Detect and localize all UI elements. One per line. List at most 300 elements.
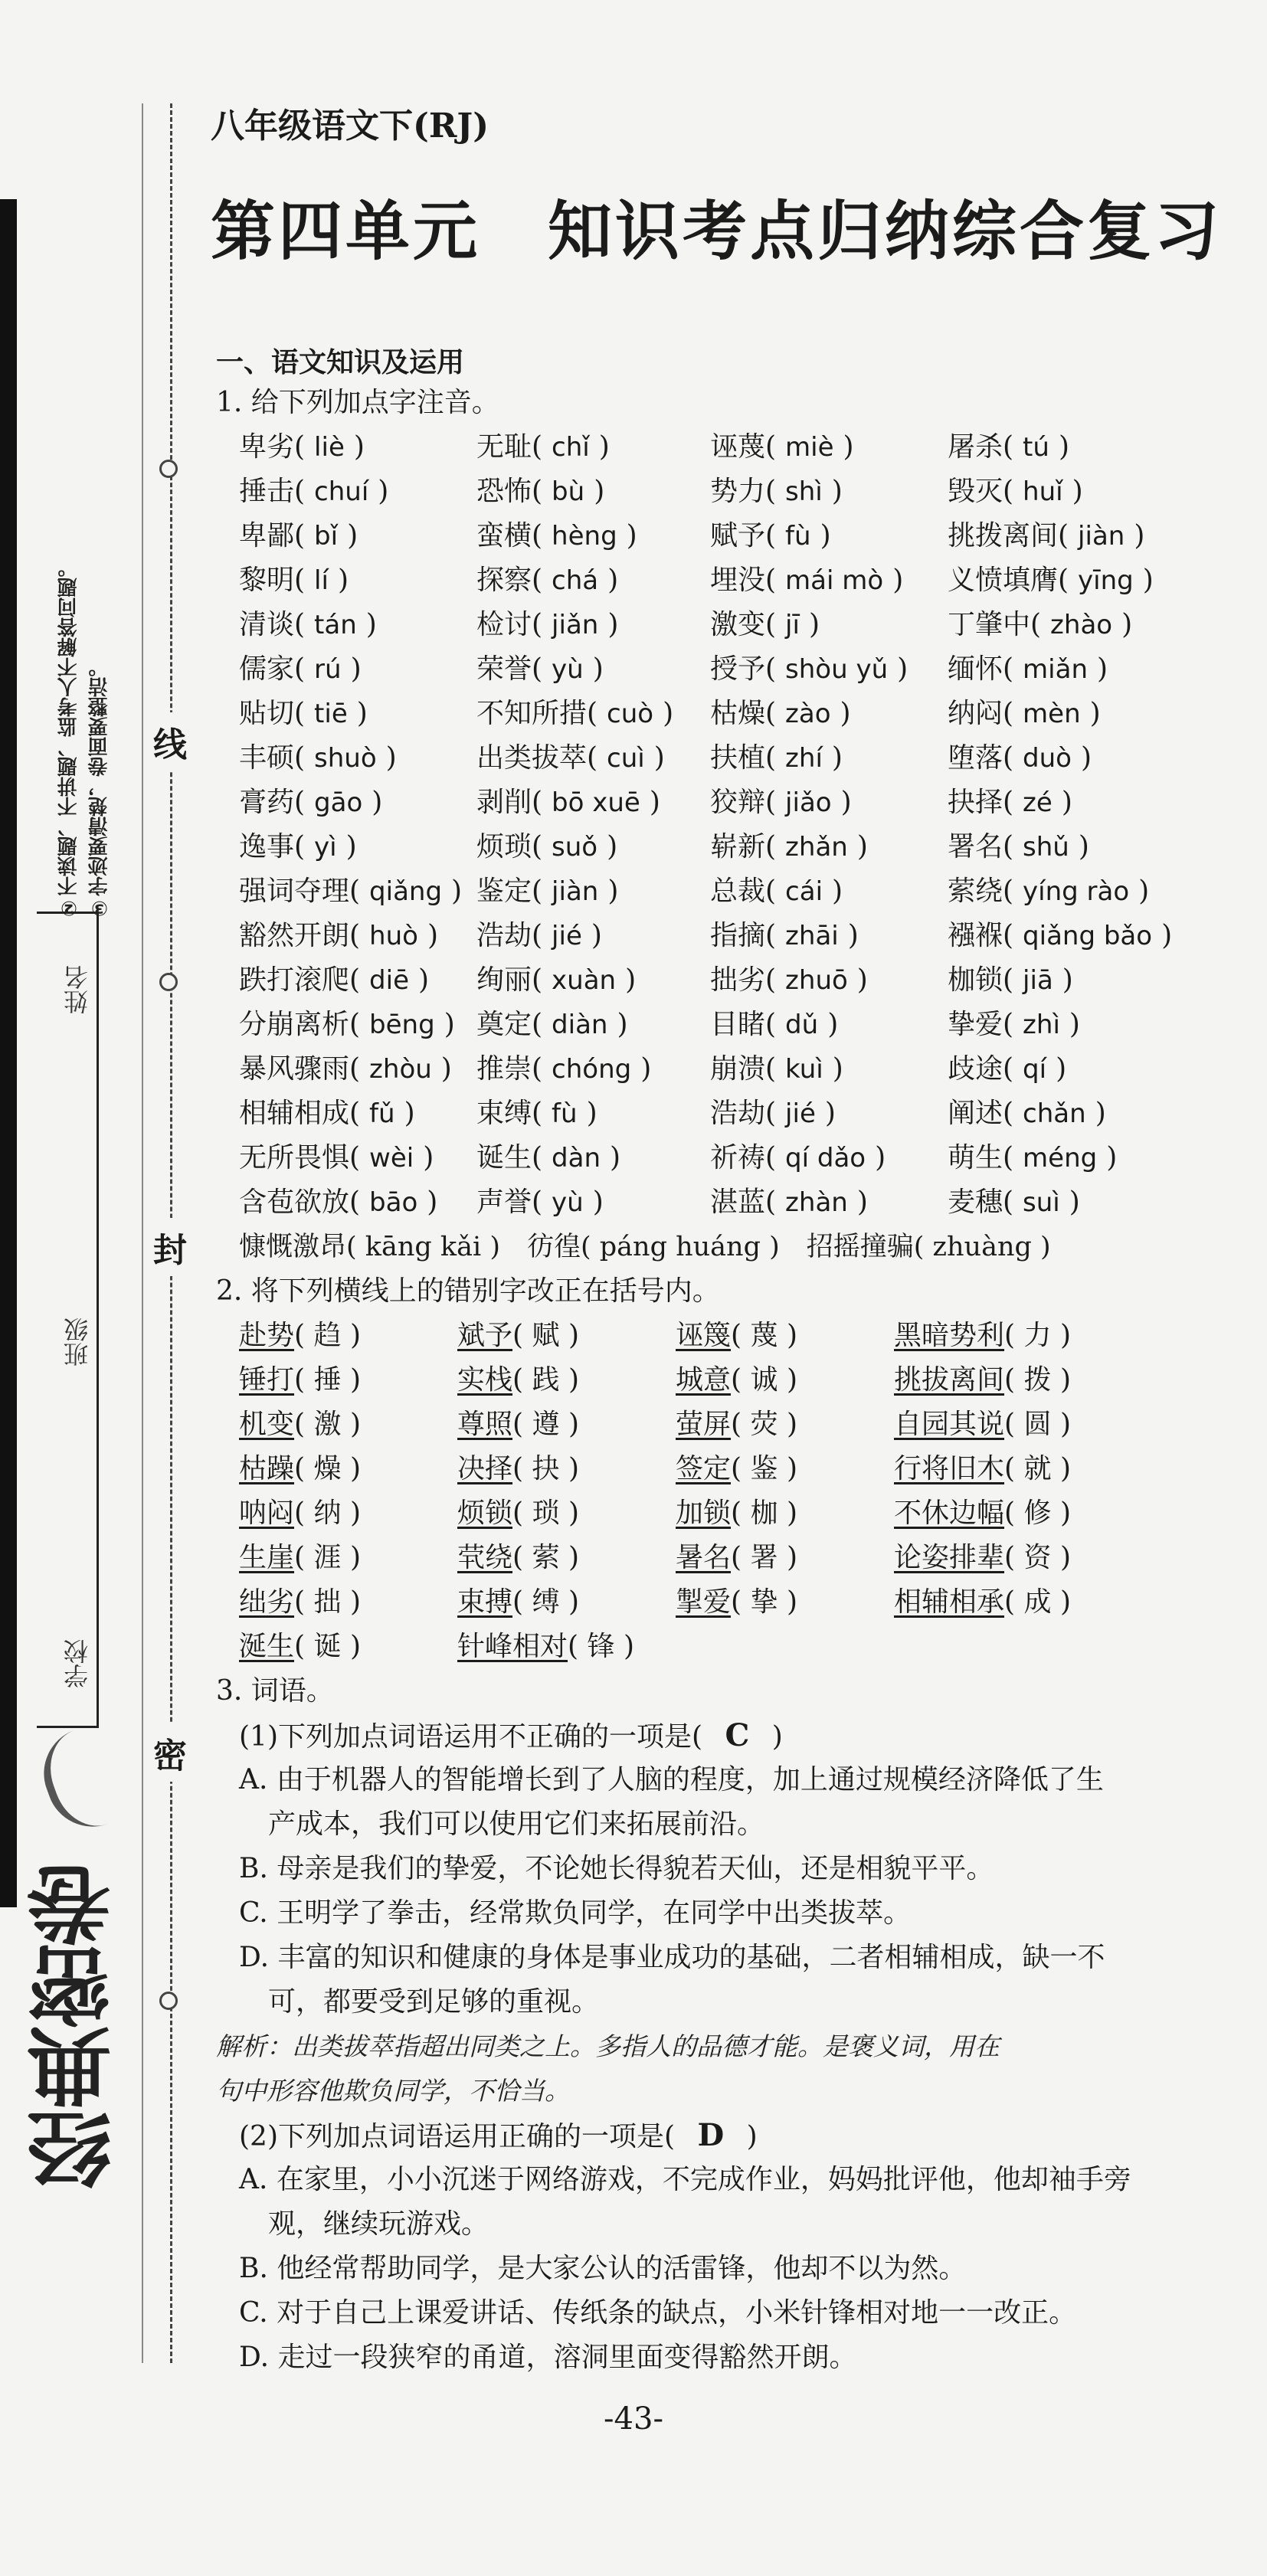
option-line: A. 在家里，小小沉迷于网络游戏，不完成作业，妈妈批评他，他却袖手旁 <box>239 2164 1131 2195</box>
pinyin-answer: chǐ <box>552 432 590 463</box>
close-paren: ) <box>592 653 604 685</box>
option-line: 可，都要受到足够的重视。 <box>268 1986 600 2018</box>
pinyin-item <box>239 470 476 514</box>
word: 奠定( <box>476 1009 543 1040</box>
word: 义愤填膺( <box>948 565 1069 596</box>
pinyin-item <box>476 647 710 692</box>
word: 浩劫( <box>476 920 543 951</box>
close-paren: ) <box>617 1009 628 1040</box>
pinyin-item <box>710 1180 948 1225</box>
word: 分崩离析( <box>239 1009 361 1040</box>
word: 拙劣( <box>710 964 777 996</box>
wrong-word: 城意 <box>676 1364 732 1396</box>
pinyin-item <box>476 425 710 470</box>
option-line: D. 走过一段狭窄的甬道，溶洞里面变得豁然开朗。 <box>239 2342 857 2373</box>
correction-item <box>457 1447 676 1491</box>
correction-answer: ( 挚 ) <box>731 1586 797 1618</box>
close-paren: ) <box>1121 609 1133 640</box>
word: 赋予( <box>710 520 777 552</box>
pinyin-answer: zhì <box>1023 1010 1060 1040</box>
word: 儒家( <box>239 653 306 685</box>
close-paren: ) <box>404 1098 415 1129</box>
pinyin-answer: zé <box>1023 787 1053 818</box>
close-paren: ) <box>1058 431 1069 463</box>
close-paren: ) <box>875 1142 886 1173</box>
pinyin-answer: lí <box>314 565 329 596</box>
pinyin-item <box>710 692 948 736</box>
correction-answer: ( 涯 ) <box>294 1542 361 1573</box>
wrong-word: 斌予 <box>457 1320 513 1351</box>
correction-item <box>239 1536 457 1580</box>
wrong-word: 枯躁 <box>239 1453 295 1484</box>
word: 萌生( <box>948 1142 1014 1173</box>
pinyin-answer: bō xuē <box>552 787 640 818</box>
word: 卑劣( <box>239 431 306 463</box>
pinyin-answer: zhào <box>1050 610 1113 640</box>
pinyin-answer: chǎn <box>1023 1098 1086 1129</box>
pinyin-answer: chóng <box>552 1054 632 1085</box>
pinyin-item <box>710 603 948 647</box>
pinyin-answer: yíng rào <box>1023 876 1130 907</box>
close-paren: ) <box>847 920 859 951</box>
close-paren: ) <box>1097 653 1108 685</box>
wrong-word: 锤打 <box>239 1364 295 1396</box>
wrong-word: 挑拔离间 <box>894 1364 1005 1396</box>
pinyin-answer: dàn <box>552 1143 601 1173</box>
pinyin-answer: jié <box>552 921 582 951</box>
cut-circle-icon <box>159 1992 178 2010</box>
correction-item <box>894 1358 1200 1403</box>
pinyin-item <box>476 514 710 558</box>
pinyin-answer: zhāi <box>785 921 839 951</box>
pinyin-answer: dǔ <box>785 1010 819 1040</box>
pinyin-answer: yīng <box>1078 565 1134 596</box>
question-3-1-stem <box>239 1714 1235 1758</box>
pinyin-answer: suǒ <box>552 832 598 862</box>
question-1-prompt: 1. 给下列加点字注音。 <box>216 387 499 418</box>
word: 贴切( <box>239 698 306 729</box>
close-paren: ) <box>820 520 831 552</box>
correction-answer: ( 拨 ) <box>1004 1364 1071 1396</box>
pinyin-item <box>710 781 948 825</box>
word: 堕落( <box>948 742 1014 774</box>
correction-item <box>457 1491 676 1536</box>
word: 襁褓( <box>948 920 1014 951</box>
word: 狡辩( <box>710 787 777 818</box>
wrong-word: 尊照 <box>457 1409 513 1440</box>
word: 总裁( <box>710 876 777 907</box>
wrong-word: 茕绕 <box>457 1542 513 1573</box>
analysis-line: 解析：出类拔萃指超出同类之上。多指人的品德才能。是褒义词，用在 <box>216 2031 1000 2061</box>
cut-circle-icon <box>159 460 178 478</box>
pinyin-answer: tán <box>314 610 357 640</box>
word: 埋没( <box>710 565 777 596</box>
close-paren: ) <box>591 920 602 951</box>
correction-answer: ( 署 ) <box>731 1542 797 1573</box>
correction-grid <box>239 1314 1235 1669</box>
pinyin-answer: jiàn <box>1078 521 1125 552</box>
pinyin-item <box>476 736 710 781</box>
pinyin-item <box>476 470 710 514</box>
close-paren: ) <box>649 787 660 818</box>
word: 推崇( <box>476 1053 543 1085</box>
correction-answer: ( 趋 ) <box>294 1320 361 1351</box>
word: 屠杀( <box>948 431 1014 463</box>
pinyin-answer: jī <box>785 610 800 640</box>
pinyin-item <box>710 514 948 558</box>
close-paren: ) <box>1069 1009 1080 1040</box>
pinyin-answer: zhòu <box>369 1054 432 1085</box>
correction-item <box>457 1403 676 1447</box>
word: 丁肇中( <box>948 609 1042 640</box>
word: 崭新( <box>710 831 777 862</box>
close-paren: ) <box>1062 964 1073 996</box>
correction-item <box>457 1536 676 1580</box>
correction-answer: ( 抉 ) <box>512 1453 579 1484</box>
pinyin-item <box>948 825 1258 869</box>
correction-answer: ( 就 ) <box>1004 1453 1071 1484</box>
word: 势力( <box>710 476 777 507</box>
close-paren: ) <box>827 1009 839 1040</box>
close-paren: ) <box>840 698 851 729</box>
correction-item <box>239 1491 457 1536</box>
stem-close: ) <box>746 2121 758 2152</box>
correction-item <box>239 1358 457 1403</box>
pinyin-item <box>476 1047 710 1092</box>
correction-item <box>676 1580 894 1625</box>
word: 挑拨离间( <box>948 520 1069 552</box>
close-paren: ) <box>607 609 619 640</box>
wrong-word: 诬篾 <box>676 1320 732 1351</box>
word: 浩劫( <box>710 1098 777 1129</box>
pinyin-answer: jiǎn <box>552 610 599 640</box>
close-paren: ) <box>892 565 904 596</box>
question-3-prompt: 3. 词语。 <box>216 1675 334 1707</box>
close-paren: ) <box>1134 520 1145 552</box>
pinyin-answer: fǔ <box>369 1098 395 1129</box>
correction-answer: ( 激 ) <box>294 1409 361 1440</box>
close-paren: ) <box>856 831 868 862</box>
word: 目睹( <box>710 1009 777 1040</box>
word: 束缚( <box>476 1098 543 1129</box>
close-paren: ) <box>607 565 619 596</box>
grade-label: 八年级语文下(RJ) <box>211 106 489 146</box>
correction-answer: ( 遵 ) <box>512 1409 579 1440</box>
close-paren: ) <box>594 476 605 507</box>
close-paren: ) <box>337 565 349 596</box>
close-paren: ) <box>347 520 358 552</box>
pinyin-item <box>476 692 710 736</box>
close-paren: ) <box>856 1187 868 1218</box>
question-2-prompt: 2. 将下列横线上的错别字改正在括号内。 <box>216 1275 720 1307</box>
pinyin-answer: wèi <box>369 1143 414 1173</box>
close-paren: ) <box>1095 1098 1106 1129</box>
word: 无耻( <box>476 431 543 463</box>
pinyin-item <box>948 736 1258 781</box>
close-paren: ) <box>345 831 357 862</box>
option-line: C. 对于自己上课爱讲话、传纸条的缺点，小米针锋相对地一一改正。 <box>239 2297 1077 2329</box>
pinyin-item <box>476 1003 710 1047</box>
margin-rule <box>142 103 143 2363</box>
pinyin-last-line: 慷慨激昂( kāng kǎi ) 彷徨( páng huáng ) 招摇撞骗( zhuàng ) <box>239 1232 1051 1262</box>
pinyin-item <box>948 1047 1258 1092</box>
word: 不知所措( <box>476 698 598 729</box>
wrong-word: 绌劣 <box>239 1586 295 1618</box>
pinyin-answer: cuò <box>607 699 654 729</box>
close-paren: ) <box>356 698 368 729</box>
pinyin-answer: liè <box>314 432 345 463</box>
pinyin-item <box>476 781 710 825</box>
correction-answer: ( 资 ) <box>1004 1542 1071 1573</box>
word: 声誉( <box>476 1187 543 1218</box>
correction-item <box>676 1491 894 1536</box>
correction-answer: ( 缚 ) <box>512 1586 579 1618</box>
option-line: 产成本，我们可以使用它们来拓展前沿。 <box>268 1808 765 1840</box>
word: 诞生( <box>476 1142 543 1173</box>
word: 暴风骤雨( <box>239 1053 361 1085</box>
pinyin-item <box>239 958 476 1003</box>
pinyin-item <box>948 914 1258 958</box>
word: 捶击( <box>239 476 306 507</box>
pinyin-answer: hèng <box>552 521 617 552</box>
correction-item <box>894 1491 1200 1536</box>
pinyin-answer: miè <box>785 432 834 463</box>
pinyin-answer: fù <box>552 1098 578 1129</box>
wrong-word: 行将旧木 <box>894 1453 1005 1484</box>
wrong-word: 签定 <box>676 1453 732 1484</box>
word: 丰硕( <box>239 742 306 774</box>
wrong-word: 决择 <box>457 1453 513 1484</box>
pinyin-answer: miǎn <box>1023 654 1088 685</box>
close-paren: ) <box>610 1142 621 1173</box>
close-paren: ) <box>1061 787 1072 818</box>
wrong-word: 机变 <box>239 1409 295 1440</box>
word: 祈祷( <box>710 1142 777 1173</box>
close-paren: ) <box>607 831 618 862</box>
word: 湛蓝( <box>710 1187 777 1218</box>
close-paren: ) <box>372 787 383 818</box>
correction-item <box>239 1314 457 1358</box>
pinyin-item <box>476 825 710 869</box>
word: 荣誉( <box>476 653 543 685</box>
cut-label-seal: 封 <box>153 1218 187 1276</box>
close-paren: ) <box>427 920 438 951</box>
word: 探察( <box>476 565 543 596</box>
pinyin-item <box>948 558 1258 603</box>
correction-item <box>239 1580 457 1625</box>
correction-item <box>676 1447 894 1491</box>
close-paren: ) <box>423 1142 434 1173</box>
option-line: C. 王明学了拳击，经常欺负同学，在同学中出类拔萃。 <box>239 1897 912 1929</box>
answer-mark: C <box>725 1717 750 1753</box>
wrong-word: 涎生 <box>239 1631 295 1662</box>
pinyin-answer: tiē <box>314 699 348 729</box>
word: 扶植( <box>710 742 777 774</box>
pinyin-answer: kuì <box>785 1054 823 1085</box>
pinyin-answer: bù <box>552 476 585 507</box>
pinyin-answer: huò <box>369 921 418 951</box>
pinyin-answer: duò <box>1023 743 1072 774</box>
close-paren: ) <box>353 431 365 463</box>
word: 歧途( <box>948 1053 1014 1085</box>
pinyin-answer: mái mò <box>785 565 884 596</box>
stem-close: ) <box>771 1721 783 1753</box>
close-paren: ) <box>1069 1187 1080 1218</box>
pinyin-item <box>239 558 476 603</box>
pinyin-answer: shòu yǔ <box>785 654 889 685</box>
stem-text: (2)下列加点词语运用正确的一项是( <box>239 2121 676 2152</box>
word: 清谈( <box>239 609 306 640</box>
wrong-word: 萤屏 <box>676 1409 732 1440</box>
pinyin-answer: mèn <box>1023 699 1081 729</box>
close-paren: ) <box>378 476 389 507</box>
correction-item <box>457 1358 676 1403</box>
pinyin-item <box>239 603 476 647</box>
question-3-2-stem <box>239 2113 1235 2158</box>
close-paren: ) <box>824 1098 836 1129</box>
option-line: D. 丰富的知识和健康的身体是事业成功的基础，二者相辅相成，缺一不 <box>239 1942 1105 1973</box>
pinyin-grid <box>239 425 1235 1225</box>
wrong-word: 赴势 <box>239 1320 295 1351</box>
wrong-word: 实栈 <box>457 1364 513 1396</box>
wrong-word: 针峰相对 <box>457 1631 568 1662</box>
wrong-word: 暑名 <box>676 1542 732 1573</box>
wrong-word: 相辅相承 <box>894 1586 1005 1618</box>
close-paren: ) <box>1080 742 1092 774</box>
page-title: 第四单元 知识考点归纳综合复习 <box>211 193 1223 269</box>
close-paren: ) <box>625 964 637 996</box>
word: 无所畏惧( <box>239 1142 361 1173</box>
brand-logo: 经典密卷 <box>26 1866 125 2191</box>
word: 绚丽( <box>476 964 543 996</box>
pinyin-answer: rú <box>314 654 342 685</box>
close-paren: ) <box>1078 831 1089 862</box>
wrong-word: 呐闷 <box>239 1497 295 1529</box>
pinyin-answer: tú <box>1023 432 1049 463</box>
pinyin-answer: zhàn <box>785 1187 848 1218</box>
correction-item <box>239 1447 457 1491</box>
word: 检讨( <box>476 609 543 640</box>
close-paren: ) <box>440 1053 452 1085</box>
pinyin-item <box>710 1136 948 1180</box>
pinyin-item <box>948 425 1258 470</box>
word: 萦绕( <box>948 876 1014 907</box>
school-field-label: 学校 <box>63 1639 92 1688</box>
pinyin-answer: cuì <box>607 743 645 774</box>
pinyin-answer: yù <box>552 654 584 685</box>
close-paren: ) <box>843 431 854 463</box>
pinyin-item <box>476 1136 710 1180</box>
word: 鉴定( <box>476 876 543 907</box>
pinyin-item <box>948 1180 1258 1225</box>
word: 激变( <box>710 609 777 640</box>
word: 含苞欲放( <box>239 1187 361 1218</box>
word: 烦琐( <box>476 831 543 862</box>
option-line: B. 他经常帮助同学，是大家公认的活雷锋，他却不以为然。 <box>239 2253 967 2284</box>
close-paren: ) <box>856 964 868 996</box>
wrong-word: 不休边幅 <box>894 1497 1005 1529</box>
correction-answer: ( 锋 ) <box>568 1631 634 1662</box>
word: 缅怀( <box>948 653 1014 685</box>
pinyin-item <box>476 869 710 914</box>
wrong-word: 束搏 <box>457 1586 513 1618</box>
word: 枷锁( <box>948 964 1014 996</box>
close-paren: ) <box>444 1009 455 1040</box>
correction-item <box>239 1625 457 1669</box>
correction-item <box>676 1314 894 1358</box>
margin-notes <box>54 429 146 919</box>
correction-answer: ( 燥 ) <box>294 1453 361 1484</box>
pinyin-answer: jiàn <box>552 876 599 907</box>
correction-answer: ( 琐 ) <box>512 1497 579 1529</box>
word: 相辅相成( <box>239 1098 361 1129</box>
pinyin-item <box>239 1003 476 1047</box>
pinyin-item <box>239 425 476 470</box>
close-paren: ) <box>592 1187 604 1218</box>
word: 毁灭( <box>948 476 1014 507</box>
pinyin-item <box>948 470 1258 514</box>
close-paren: ) <box>350 653 362 685</box>
pinyin-item <box>476 603 710 647</box>
correction-answer: ( 践 ) <box>512 1364 579 1396</box>
close-paren: ) <box>640 1053 652 1085</box>
pinyin-answer: zhí <box>785 743 823 774</box>
pinyin-answer: qí <box>1023 1054 1047 1085</box>
close-paren: ) <box>1089 698 1101 729</box>
page-number: -43- <box>604 2401 663 2437</box>
close-paren: ) <box>385 742 397 774</box>
pinyin-answer: qiǎng bǎo <box>1023 921 1153 951</box>
option-line: 观，继续玩游戏。 <box>268 2208 489 2240</box>
correction-item <box>676 1403 894 1447</box>
pinyin-item <box>710 736 948 781</box>
word: 豁然开朗( <box>239 920 361 951</box>
word: 恐怖( <box>476 476 543 507</box>
word: 授予( <box>710 653 777 685</box>
pinyin-answer: diē <box>369 965 409 996</box>
pinyin-item <box>476 558 710 603</box>
pinyin-item <box>948 514 1258 558</box>
correction-answer: ( 枷 ) <box>731 1497 797 1529</box>
pinyin-item <box>710 425 948 470</box>
correction-answer: ( 圆 ) <box>1004 1409 1071 1440</box>
close-paren: ) <box>653 742 665 774</box>
word: 阐述( <box>948 1098 1014 1129</box>
word: 挚爱( <box>948 1009 1014 1040</box>
pinyin-item <box>948 603 1258 647</box>
word: 指摘( <box>710 920 777 951</box>
close-paren: ) <box>451 876 463 907</box>
close-paren: ) <box>418 964 430 996</box>
correction-item <box>239 1403 457 1447</box>
correction-answer: ( 修 ) <box>1004 1497 1071 1529</box>
wrong-word: 掣爱 <box>676 1586 732 1618</box>
pinyin-item <box>710 825 948 869</box>
word: 跌打滚爬( <box>239 964 361 996</box>
pinyin-answer: huǐ <box>1023 476 1063 507</box>
pinyin-item <box>239 1180 476 1225</box>
close-paren: ) <box>1056 1053 1067 1085</box>
pinyin-item <box>239 825 476 869</box>
pinyin-answer: chuí <box>314 476 369 507</box>
pinyin-answer: bēng <box>369 1010 435 1040</box>
option-line: B. 母亲是我们的挚爱，不论她长得貌若天仙，还是相貌平平。 <box>239 1853 994 1884</box>
close-paren: ) <box>832 1053 843 1085</box>
pinyin-answer: diàn <box>552 1010 608 1040</box>
pinyin-item <box>239 781 476 825</box>
pinyin-answer: yì <box>314 832 337 862</box>
correction-item <box>457 1625 676 1669</box>
